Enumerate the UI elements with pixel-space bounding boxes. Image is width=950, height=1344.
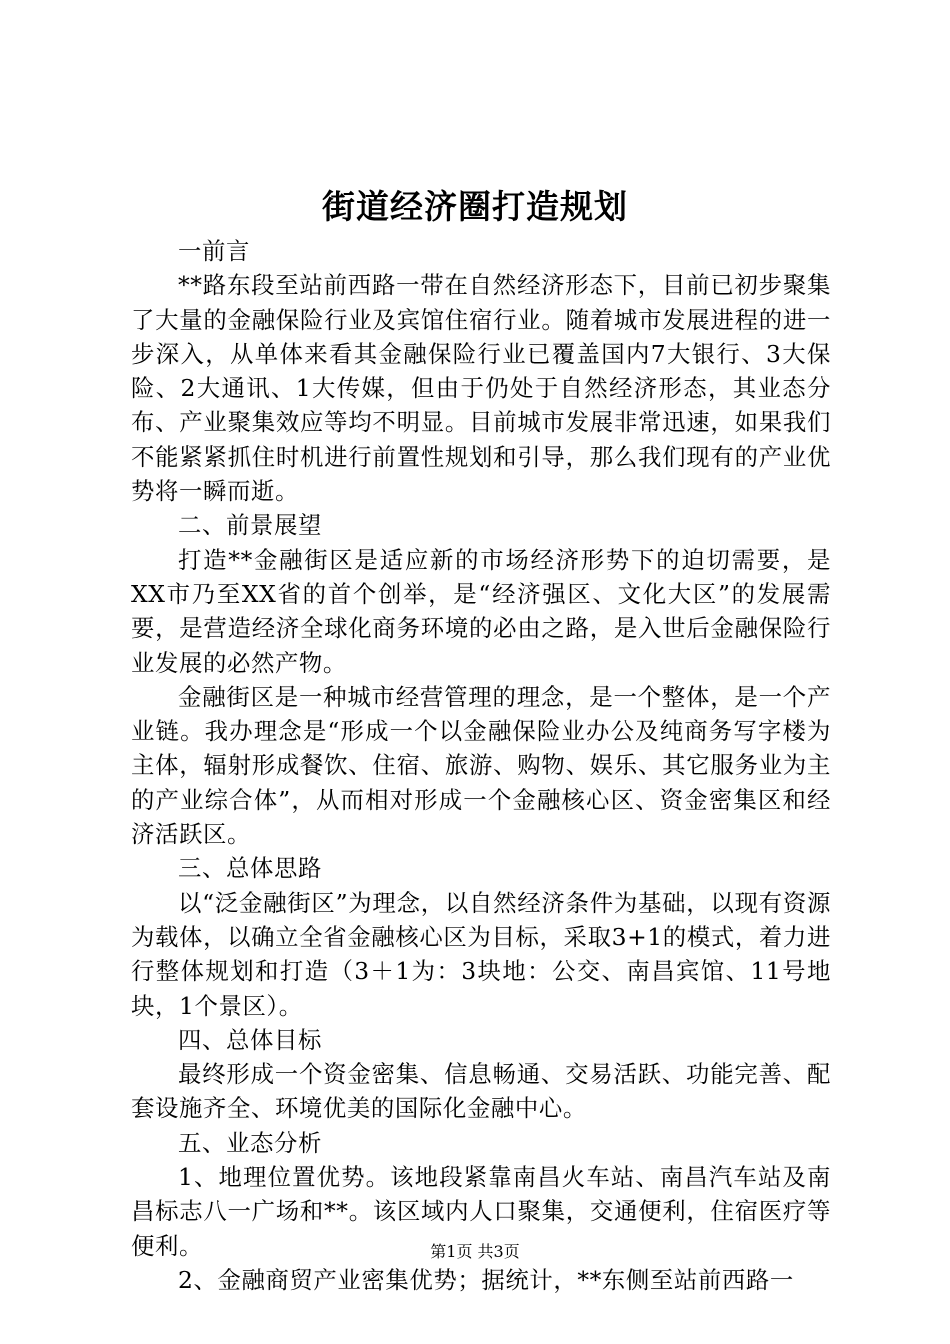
paragraph-outlook-1: 打造**金融街区是适应新的市场经济形势下的迫切需要，是XX市乃至XX省的首个创举，是“经济强区、文化大区”的发展需要，是营造经济全球化商务环境的必由之路，是入世后金融保险行业发展的必然产物。 — [131, 545, 831, 677]
paragraph-outlook-2: 金融街区是一种城市经营管理的理念，是一个整体，是一个产业链。我办理念是“形成一个以金融保险业办公及纯商务写字楼为主体，辐射形成餐饮、住宿、旅游、购物、娱乐、其它服务业为主的产业综合体”，从而相对形成一个金融核心区、资金密集区和经济活跃区。 — [131, 682, 831, 849]
paragraph-approach: 以“泛金融街区”为理念，以自然经济条件为基础，以现有资源为载体，以确立全省金融核心区为目标，采取3+1的模式，着力进行整体规划和打造（3＋1为：3块地：公交、南昌宾馆、11号地块，1个景区）。 — [131, 888, 831, 1020]
document-body — [131, 234, 831, 1297]
paragraph-analysis-2: 2、金融商贸产业密集优势；据统计，**东侧至站前西路一 — [178, 1265, 794, 1294]
section-heading-preface: 一前言 — [178, 237, 250, 265]
section-heading-approach: 三、总体思路 — [178, 854, 322, 883]
paragraph-preface: **路东段至站前西路一带在自然经济形态下，目前已初步聚集了大量的金融保险行业及宾馆住宿行业。随着城市发展进程的进一步深入，从单体来看其金融保险行业已覆盖国内7大银行、3大保险、2大通讯、1大传媒，但由于仍处于自然经济形态，其业态分布、产业聚集效应等均不明显。目前城市发展非常迅速，如果我们不能紧紧抓住时机进行前置性规划和引导，那么我们现有的产业优势将一瞬而逝。 — [131, 271, 831, 506]
section-heading-outlook: 二、前景展望 — [178, 511, 322, 540]
section-heading-analysis: 五、业态分析 — [178, 1128, 322, 1157]
paragraph-goal: 最终形成一个资金密集、信息畅通、交易活跃、功能完善、配套设施齐全、环境优美的国际化金融中心。 — [131, 1060, 831, 1123]
section-heading-goal: 四、总体目标 — [178, 1025, 322, 1054]
document-title: 街道经济圈打造规划 — [322, 187, 628, 226]
page-footer: 第1页 共3页 — [430, 1242, 520, 1261]
paragraph-analysis-1: 1、地理位置优势。该地段紧靠南昌火车站、南昌汽车站及南昌标志八一广场和**。该区域内人口聚集，交通便利，住宿医疗等便利。 — [131, 1163, 831, 1260]
